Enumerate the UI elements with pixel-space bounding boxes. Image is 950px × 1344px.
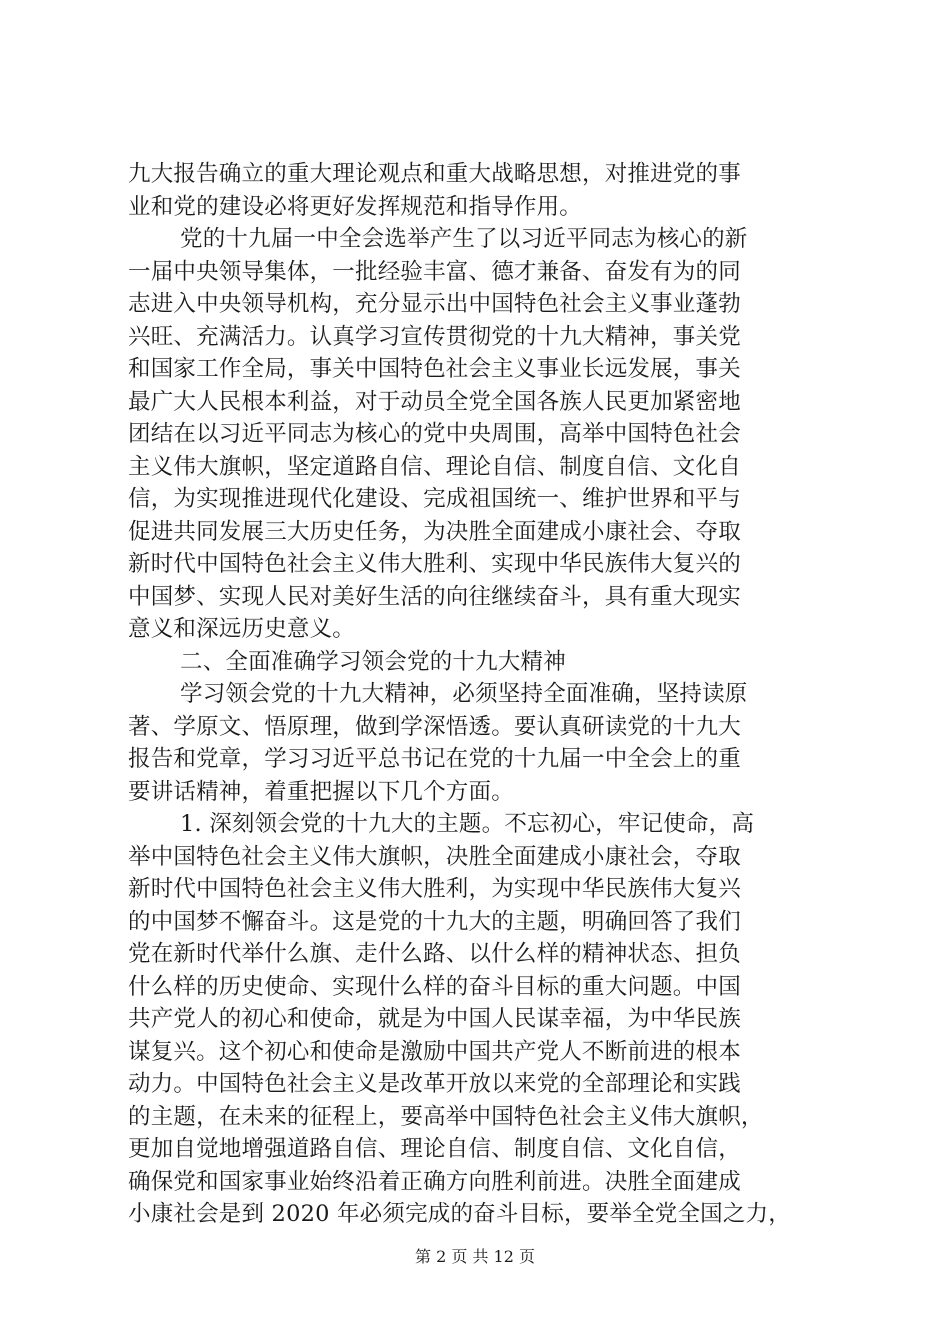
text-line: 一届中央领导集体，一批经验丰富、德才兼备、奋发有为的同 — [128, 258, 741, 285]
text-line: 业和党的建设必将更好发挥规范和指导作用。 — [128, 193, 583, 220]
text-line: 小康社会是到 2020 年必须完成的奋斗目标，要举全党全国之力， — [128, 1201, 791, 1227]
text-line: 兴旺、充满活力。认真学习宣传贯彻党的十九大精神，事关党 — [128, 323, 741, 350]
text-line: 和国家工作全局，事关中国特色社会主义事业长远发展，事关 — [128, 356, 741, 382]
text-line: 的中国梦不懈奋斗。这是党的十九大的主题，明确回答了我们 — [128, 908, 741, 935]
text-line: 要讲话精神，着重把握以下几个方面。 — [128, 778, 514, 805]
text-line: 举中国特色社会主义伟大旗帜，决胜全面建成小康社会，夺取 — [128, 843, 741, 870]
section-heading: 二、全面准确学习领会党的十九大精神 — [180, 648, 566, 675]
text-line: 的主题，在未来的征程上，要高举中国特色社会主义伟大旗帜， — [128, 1103, 764, 1130]
text-line: 新时代中国特色社会主义伟大胜利，为实现中华民族伟大复兴 — [128, 876, 741, 902]
text-line: 九大报告确立的重大理论观点和重大战略思想，对推进党的事 — [128, 161, 741, 187]
page-number-footer: 第 2 页 共 12 页 — [415, 1247, 535, 1266]
paragraph-start-line: 党的十九届一中全会选举产生了以习近平同志为核心的新 — [180, 226, 748, 252]
text-line: 中国梦、实现人民对美好生活的向往继续奋斗，具有重大现实 — [128, 583, 741, 610]
text-line: 共产党人的初心和使命，就是为中国人民谋幸福，为中华民族 — [128, 1006, 741, 1032]
paragraph-start-line: 学习领会党的十九大精神，必须坚持全面准确，坚持读原 — [180, 681, 748, 707]
text-line: 更加自觉地增强道路自信、理论自信、制度自信、文化自信， — [128, 1136, 741, 1162]
body-text — [128, 158, 840, 1231]
text-line: 信，为实现推进现代化建设、完成祖国统一、维护世界和平与 — [128, 486, 741, 512]
text-line: 志进入中央领导机构，充分显示出中国特色社会主义事业蓬勃 — [128, 291, 741, 317]
text-line: 党在新时代举什么旗、走什么路、以什么样的精神状态、担负 — [128, 941, 741, 967]
text-line: 团结在以习近平同志为核心的党中央周围，高举中国特色社会 — [128, 421, 741, 447]
text-line: 什么样的历史使命、实现什么样的奋斗目标的重大问题。中国 — [128, 973, 741, 1000]
text-line: 谋复兴。这个初心和使命是激励中国共产党人不断前进的根本 — [128, 1038, 741, 1065]
text-line: 意义和深远历史意义。 — [128, 616, 356, 642]
text-line: 促进共同发展三大历史任务，为决胜全面建成小康社会、夺取 — [128, 518, 741, 545]
text-line: 新时代中国特色社会主义伟大胜利、实现中华民族伟大复兴的 — [128, 551, 741, 577]
text-line: 动力。中国特色社会主义是改革开放以来党的全部理论和实践 — [128, 1071, 741, 1097]
text-line: 主义伟大旗帜，坚定道路自信、理论自信、制度自信、文化自 — [128, 453, 741, 480]
paragraph-start-line: 1. 深刻领会党的十九大的主题。不忘初心，牢记使命，高 — [180, 811, 755, 837]
text-line: 报告和党章，学习习近平总书记在党的十九届一中全会上的重 — [128, 746, 741, 772]
text-line: 著、学原文、悟原理，做到学深悟透。要认真研读党的十九大 — [128, 713, 741, 740]
text-line: 确保党和国家事业始终沿着正确方向胜利前进。决胜全面建成 — [128, 1168, 741, 1195]
text-line: 最广大人民根本利益，对于动员全党全国各族人民更加紧密地 — [128, 388, 741, 415]
